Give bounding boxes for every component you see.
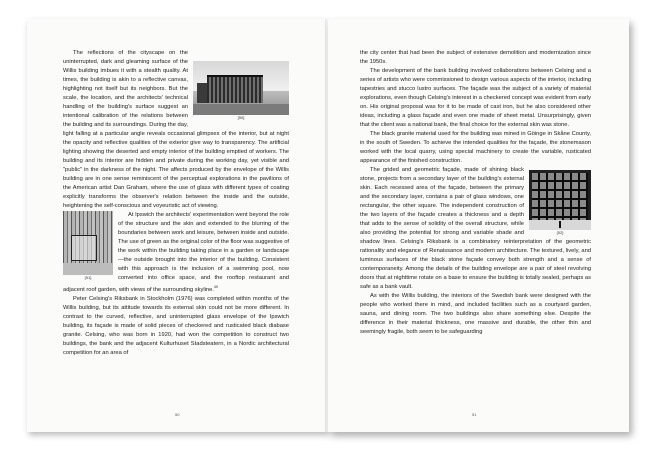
figure-51-caption: [51] — [84, 275, 92, 280]
footnote-ref: 49 — [213, 285, 218, 289]
right-page — [328, 19, 629, 432]
book-spread — [27, 19, 629, 432]
figure-50 — [193, 61, 289, 121]
right-page-text — [360, 49, 591, 337]
figure-51 — [63, 211, 113, 281]
willis-building-photo — [193, 61, 289, 115]
page-number: 50 — [175, 412, 180, 417]
paragraph: The grided and geometric façade, made of shining black stone, projects from a secondary layer of the building's external skin. Each recessed area of the façade, between the primary and the secondary layer, contains a pair of glass windows, one rectangular, the other square. The independent construction of the two layers of the façade creates a thickness and a depth that adds to the sense of solidity of the overall structure, while also providing the potential for strong and variable shade and shadow lines. Celsing's Riksbank is a combinatory reinterpretation of the geometric rationality and elegance of Renaissance and modern architecture. The textured, lively, and luminous surfaces of the black stone façade convey both strength and a sense of contemporaneity. Among the details of the building envelope are a pair of steel revolving doors that at nighttime rotate on a base to ensure the building is totally sealed, perhaps as safe as a bank vault. — [360, 167, 591, 290]
left-page-text — [63, 49, 289, 358]
paragraph: At Ipswich the architects' experimentation went beyond the role of the structure and the skin and extended to the blurring of the boundaries between work and leisure, between inside and outside. The use of green as the original color of the floor was suggestive of the work within the building taking place in a garden or landscape—the outside brought into the interior of the building. Consistent with this approach is the inclusion of a swimming pool, now converted into office space, and the rooftop restaurant and adjacent roof garden, with views of the surrounding skyline.$^{49}$ — [63, 212, 290, 293]
paragraph: The black granite material used for the building was mined in Göinge in Skåne County, in the south of Sweden. To achieve the intended qualities for the façade, the stonemason worked with the local quarry, using special machinery to create the variable, rusticated appearance of the finished construction. — [360, 131, 591, 164]
figure-50-caption: [50] — [237, 115, 245, 120]
figure-52-caption: [52] — [556, 230, 564, 235]
paragraph: the city center that had been the subject of extensive demolition and modernization since the 1950s. — [360, 50, 591, 65]
paragraph: As with the Willis building, the interiors of the Swedish bank were designed with the people who worked there in mind, and included facilities such as a courtyard garden, sauna, and dining room. The two buildings also share something else. Despite the difference in their material thickness, one massive and durable, the other thin and seemingly fragile, both seem to be safeguarding — [360, 293, 591, 335]
paragraph: The reflections of the cityscape on the uninterrupted, dark and gleaming surface of the Willis building imbues it with a stealth quality. At times, the building is akin to a reflective canvas, highlighting not itself but its neighbors. But the scale, the location, and the architects' technical handling of the building's surface suggest an intentional calibration of the relations between the building and its surroundings. During the day, light falling at a particular angle reveals occasional glimpses of the interior, but at night the opacity and reflective qualities of the exterior give way to transparency. The artificial lighting showing the deserted and empty interior of the building emptied of workers. The building and its interior are hidden and private during the working day, yet visible and "public" in the darkness of the night. The affects produced by the envelope of the Willis building are in one sense reminiscent of the perceptual explorations in the pavilions of the American artist Dan Graham, where the use of glass with different types of coating explicitly transforms the observer's relation between the inside and the outside, heightening the self-conscious and voyeuristic act of viewing. — [63, 50, 289, 209]
paragraph: The development of the bank building involved collaborations between Celsing and a series of artists who were commissioned to design various aspects of the interior, including tapestries and stucco lustro surfaces. The façade was the subject of a variety of material explorations, even though Celsing's interest in a checkered concept was evident from early on. His original proposal was for it to be made of cast iron, but he also considered other ideas, including a glass façade and even one made of sheet metal. Unsurprisingly, given that the client was a national bank, the final choice for the external skin was stone. — [360, 68, 591, 128]
page-number: 51 — [472, 412, 477, 417]
garden-pavilion-photo — [63, 211, 113, 275]
paragraph: Peter Celsing's Riksbank in Stockholm (1976) was completed within months of the Willis building, but its attitude towards its external skin could not be more different. In contrast to the curved, reflective, and uninterrupted glass envelope of the Ipswich building, its façade is made of solid pieces of checkered and rusticated black diabase granite. Celsing, who was born in 1920, had won the competition to construct two buildings, the bank and the adjacent Kulturhuset Stadsteatern, in a Nordic architectural competition for an area of — [63, 295, 289, 356]
riksbank-facade-photo — [529, 170, 591, 230]
left-page — [27, 19, 327, 432]
figure-52 — [529, 170, 591, 236]
